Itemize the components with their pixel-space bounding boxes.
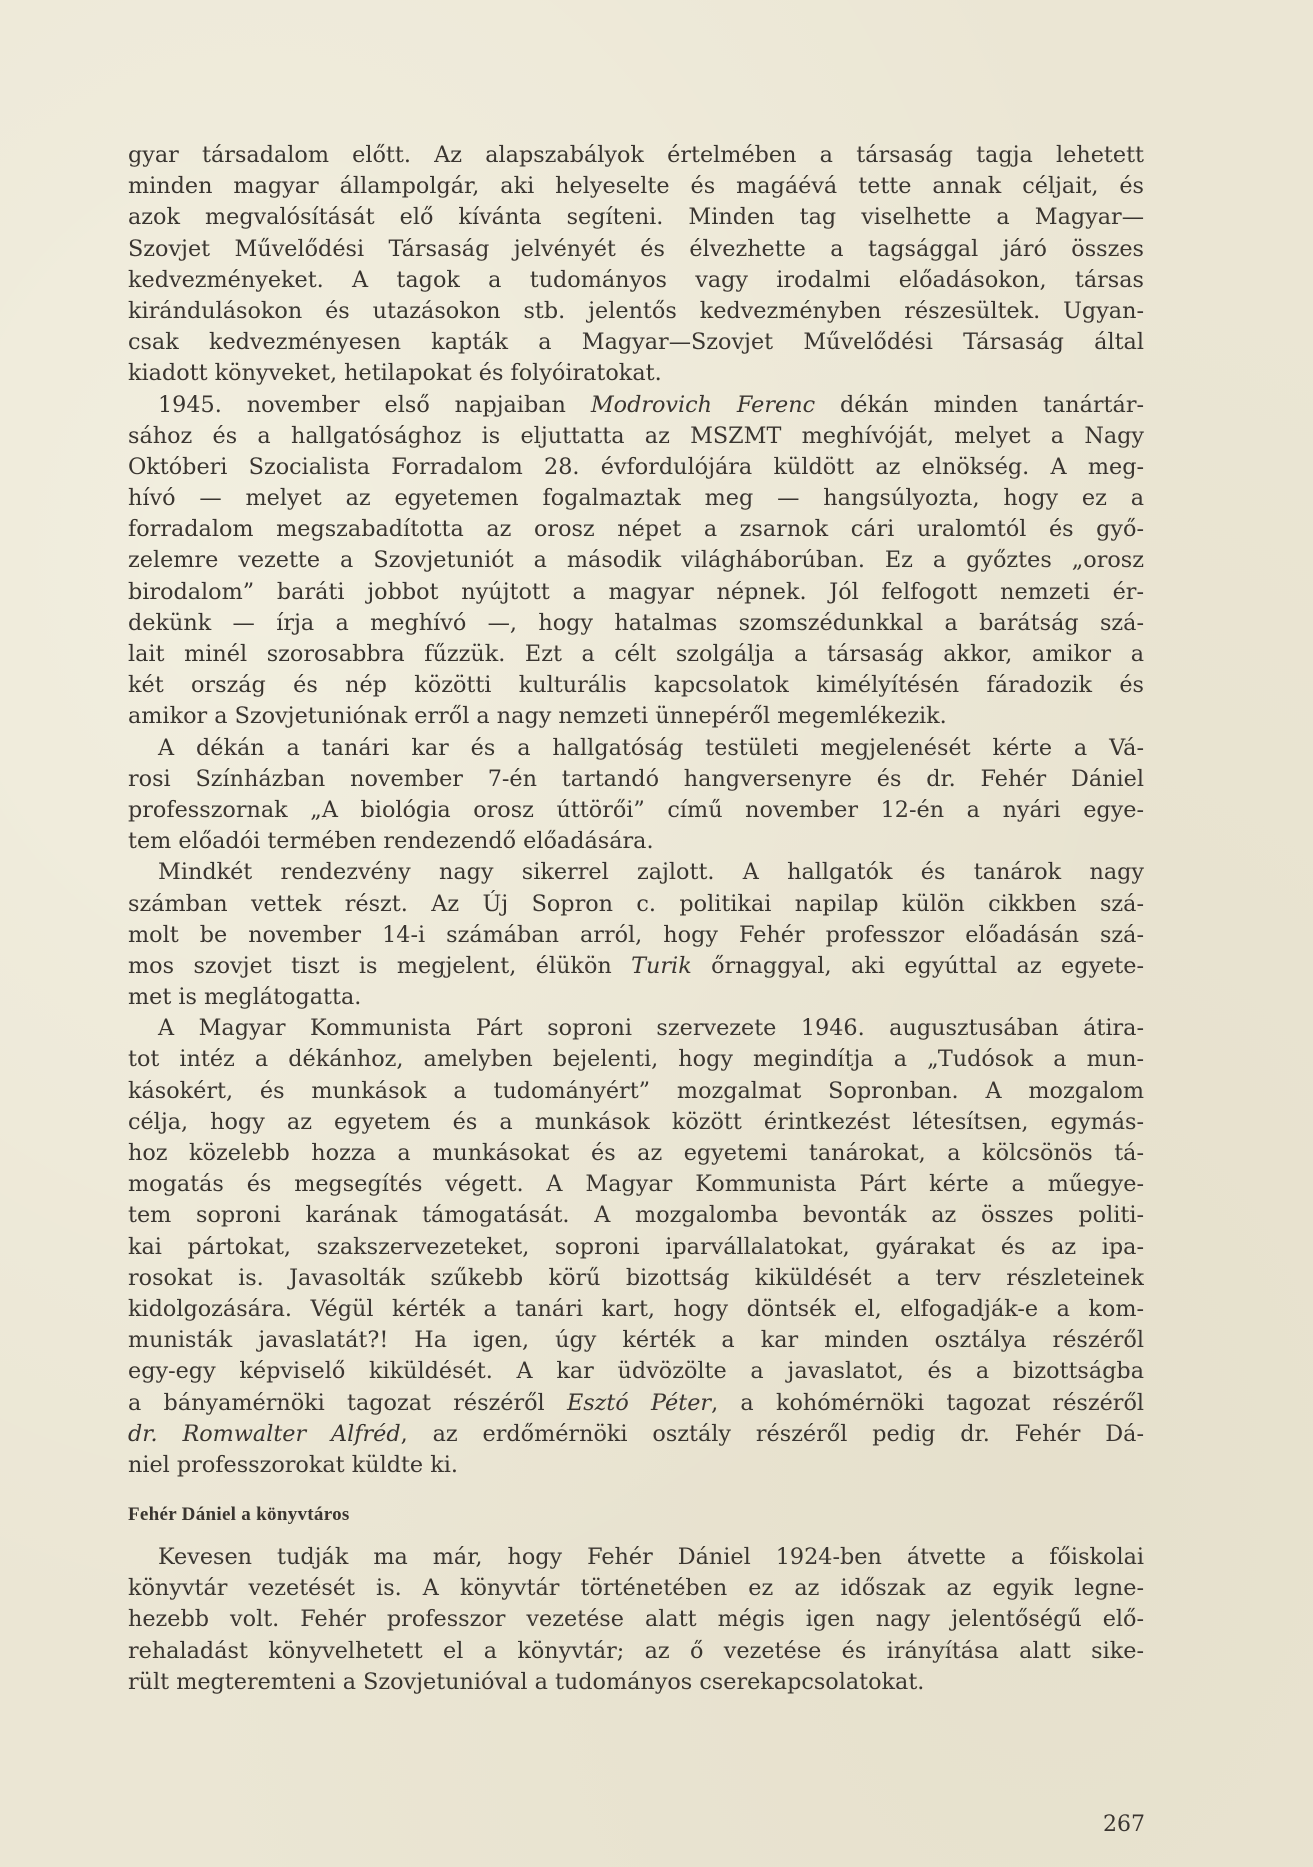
text-line: minden magyar állampolgár, aki helyeselte és magáévá tette annak céljait, és: [128, 173, 1144, 200]
text-line: lait minél szorosabbra fűzzük. Ezt a célt szolgálja a társaság akkor, amikor a: [128, 641, 1144, 667]
library-text-section: [128, 1542, 1144, 1698]
text-line: Kevesen tudják ma már, hogy Fehér Dániel 1924-ben átvette a főiskolai: [158, 1544, 1144, 1570]
text-line: hoz közelebb hozza a munkásokat és az egyetemi tanárokat, a kölcsönös tá-: [128, 1140, 1144, 1166]
text-line: könyvtár vezetését is. A könyvtár történetében ez az időszak az egyik legne-: [128, 1575, 1144, 1602]
text-line: forradalom megszabadította az orosz népet a zsarnok cári uralomtól és győ-: [128, 516, 1144, 543]
text-line: rosi Színházban november 7-én tartandó hangversenyre és dr. Fehér Dániel: [128, 765, 1144, 792]
text-line: sához és a hallgatósághoz is eljuttatta az MSZMT meghívóját, melyet a Nagy: [128, 422, 1144, 449]
text-line: azok megvalósítását elő kívánta segíteni. Minden tag viselhette a Magyar—: [128, 204, 1144, 231]
text-line: 1945. november első napjaiban Modrovich Ferenc dékán minden tanártár-: [158, 391, 1144, 418]
text-line: kidolgozására. Végül kérték a tanári kart, hogy döntsék el, elfogadják-e a kom-: [128, 1295, 1144, 1322]
text-line: mos szovjet tiszt is megjelent, élükön Turik őrnaggyal, aki egyúttal az egyete-: [128, 952, 1144, 979]
text-line: tot intéz a dékánhoz, amelyben bejelenti, hogy megindítja a „Tudósok a mun-: [128, 1046, 1144, 1073]
text-line: dr. Romwalter Alfréd, az erdőmérnöki osztály részéről pedig dr. Fehér Dá-: [128, 1420, 1144, 1447]
text-line: A dékán a tanári kar és a hallgatóság testületi megjelenését kérte a Vá-: [158, 734, 1144, 761]
text-line: dekünk — írja a meghívó —, hogy hatalmas szomszédunkkal a barátság szá-: [128, 609, 1144, 636]
text-line: professzornak „A biológia orosz úttörői” című november 12-én a nyári egye-: [128, 796, 1144, 823]
text-line: munisták javaslatát?! Ha igen, úgy kérték a kar minden osztálya részéről: [128, 1327, 1144, 1354]
text-line: birodalom” baráti jobbot nyújtott a magyar népnek. Jól felfogott nemzeti ér-: [128, 578, 1144, 605]
text-line: a bányamérnöki tagozat részéről Esztó Péter, a kohómérnöki tagozat részéről: [128, 1389, 1144, 1416]
text-line: kásokért, és munkások a tudományért” mozgalmat Sopronban. A mozgalom: [128, 1077, 1144, 1104]
text-line: molt be november 14-i számában arról, hogy Fehér professzor előadásán szá-: [128, 921, 1144, 948]
text-line: számban vettek részt. Az Új Sopron c. politikai napilap külön cikkben szá-: [128, 890, 1144, 917]
text-line: kirándulásokon és utazásokon stb. jelentős kedvezményben részesültek. Ugyan-: [128, 297, 1144, 324]
main-text-section: [128, 140, 1144, 1481]
text-line: niel professzorokat küldte ki.: [128, 1451, 458, 1478]
text-line: rehaladást könyvelhetett el a könyvtár; az ő vezetése és irányítása alatt sike-: [128, 1637, 1144, 1664]
text-line: rosokat is. Javasolták szűkebb körű bizottság kiküldését a terv részleteinek: [128, 1264, 1144, 1291]
text-line: két ország és nép közötti kulturális kapcsolatok kimélyítésén fáradozik és: [128, 672, 1144, 699]
text-line: mogatás és megsegítés végett. A Magyar Kommunista Párt kérte a műegye-: [128, 1171, 1144, 1198]
text-line: hívó — melyet az egyetemen fogalmaztak meg — hangsúlyozta, hogy ez a: [128, 485, 1144, 512]
text-line: célja, hogy az egyetem és a munkások között érintkezést létesítsen, egymás-: [128, 1108, 1144, 1135]
text-line: kiadott könyveket, hetilapokat és folyóiratokat.: [128, 360, 662, 387]
text-line: gyar társadalom előtt. Az alapszabályok értelmében a társaság tagja lehetett: [128, 142, 1144, 168]
text-line: A Magyar Kommunista Párt soproni szervezete 1946. augusztusában átira-: [158, 1015, 1144, 1042]
text-line: hezebb volt. Fehér professzor vezetése alatt mégis igen nagy jelentőségű elő-: [128, 1606, 1144, 1633]
text-line: tem soproni karának támogatását. A mozgalomba bevonták az összes politi-: [128, 1202, 1144, 1229]
page-number: 267: [1103, 1812, 1145, 1837]
text-line: zelemre vezette a Szovjetuniót a második világháborúban. Ez a győztes „orosz: [128, 547, 1144, 574]
section-heading: Fehér Dániel a könyvtáros: [128, 1504, 350, 1525]
text-line: rült megteremteni a Szovjetunióval a tudományos cserekapcsolatokat.: [128, 1668, 925, 1695]
text-line: tem előadói termében rendezendő előadására.: [128, 828, 654, 855]
text-line: kai pártokat, szakszervezeteket, soproni iparvállalatokat, gyárakat és az ipa-: [128, 1233, 1144, 1260]
text-line: egy-egy képviselő kiküldését. A kar üdvözölte a javaslatot, és a bizottságba: [128, 1358, 1144, 1385]
text-line: Mindkét rendezvény nagy sikerrel zajlott. A hallgatók és tanárok nagy: [158, 859, 1144, 886]
text-line: csak kedvezményesen kapták a Magyar—Szovjet Művelődési Társaság által: [128, 329, 1144, 356]
text-line: Szovjet Művelődési Társaság jelvényét és élvezhette a tagsággal járó összes: [128, 235, 1144, 262]
text-line: Októberi Szocialista Forradalom 28. évfordulójára küldött az elnökség. A meg-: [128, 453, 1144, 480]
text-line: amikor a Szovjetuniónak erről a nagy nemzeti ünnepéről megemlékezik.: [128, 703, 947, 730]
text-line: met is meglátogatta.: [128, 984, 362, 1011]
text-line: kedvezményeket. A tagok a tudományos vagy irodalmi előadásokon, társas: [128, 266, 1144, 293]
